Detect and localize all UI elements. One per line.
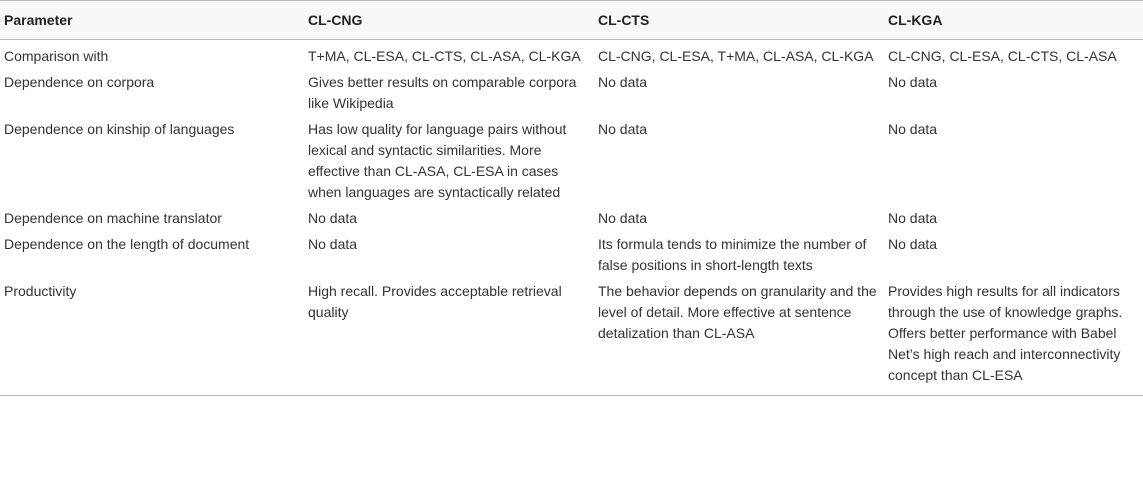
cell-cl-kga: CL-CNG, CL-ESA, CL-CTS, CL-ASA: [888, 48, 1117, 64]
cell-cl-cng: T+MA, CL-ESA, CL-CTS, CL-ASA, CL-KGA: [308, 48, 581, 64]
cell-cl-kga: No data: [888, 210, 938, 226]
cell-cl-cts: No data: [598, 121, 648, 137]
cell-cl-cng: No data: [308, 210, 358, 226]
cell-cl-kga: Provides high results for all indicators through the use of knowledge graphs. Offers better performance with Babel Net’s high reach and interconnectivity concept than CL-ESA: [884, 279, 1143, 396]
cell-cl-cts: The behavior depends on granularity and the level of detail. More effective at sentence detalization than CL-ASA: [594, 279, 884, 396]
cell-cl-cts: Its formula tends to minimize the number of false positions in short-length texts: [598, 236, 867, 273]
table-body: [0, 40, 1143, 396]
table-row: [0, 279, 1143, 396]
row-parameter: Dependence on machine translator: [4, 210, 222, 226]
row-parameter: Productivity: [0, 279, 304, 396]
cell-cl-cng: High recall. Provides acceptable retrieval quality: [304, 279, 594, 396]
table-row: [0, 206, 1143, 232]
cell-cl-kga: No data: [888, 236, 938, 252]
cell-cl-kga: No data: [888, 74, 938, 90]
cell-cl-cts: No data: [598, 74, 648, 90]
cell-cl-cng: No data: [308, 236, 358, 252]
row-parameter: Dependence on the length of document: [4, 236, 250, 252]
header-cl-cng: CL-CNG: [304, 1, 594, 40]
cell-cl-cng: Gives better results on comparable corpora like Wikipedia: [308, 74, 577, 111]
header-cl-kga: CL-KGA: [884, 1, 1143, 40]
header-cl-cts: CL-CTS: [594, 1, 884, 40]
row-parameter: Comparison with: [4, 48, 109, 64]
cell-cl-kga: No data: [888, 121, 938, 137]
table-row: [0, 70, 1143, 117]
table-header: [0, 1, 1143, 40]
table-row: [0, 40, 1143, 71]
table-row: [0, 117, 1143, 206]
row-parameter: Dependence on corpora: [4, 74, 155, 90]
cell-cl-cts: CL-CNG, CL-ESA, T+MA, CL-ASA, CL-KGA: [598, 48, 874, 64]
cell-cl-cng: Has low quality for language pairs without lexical and syntactic similarities. More effective than CL-ASA, CL-ESA in cases when languages are syntactically related: [308, 121, 567, 200]
header-parameter: Parameter: [0, 1, 304, 40]
row-parameter: Dependence on kinship of languages: [4, 121, 235, 137]
header-row: [0, 1, 1143, 40]
cell-cl-cts: No data: [598, 210, 648, 226]
table-row: [0, 232, 1143, 279]
